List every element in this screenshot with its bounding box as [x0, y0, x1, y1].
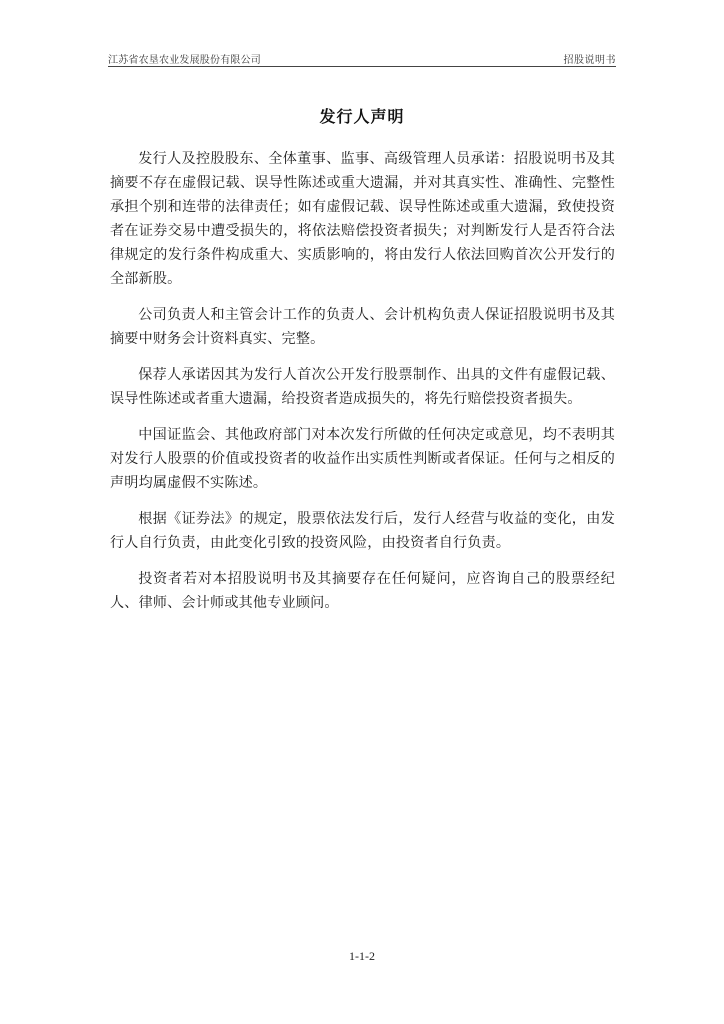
header-divider — [108, 66, 616, 67]
paragraph-financial-guarantee: 公司负责人和主管会计工作的负责人、会计机构负责人保证招股说明书及其摘要中财务会计资料真实、完整。 — [110, 307, 615, 347]
header-document-type: 招股说明书 — [563, 55, 616, 66]
paragraph-sponsor-commitment: 保荐人承诺因其为发行人首次公开发行股票制作、出具的文件有虚假记载、误导性陈述或者重大遗漏，给投资者造成损失的，将先行赔偿投资者损失。 — [110, 367, 615, 407]
page-title: 发行人声明 — [319, 107, 405, 126]
paragraph-issuer-commitment: 发行人及控股股东、全体董事、监事、高级管理人员承诺：招股说明书及其摘要不存在虚假记载、误导性陈述或重大遗漏，并对其真实性、准确性、完整性承担个别和连带的法律责任；如有虚假记载、误导性陈述或重大遗漏，致使投资者在证券交易中遭受损失的，将依法赔偿投资者损失；对判断发行人是否符合法律规定的发行条件构成重大、实质影响的，将由发行人依法回购首次公开发行的全部新股。 — [110, 151, 615, 287]
statement-body — [110, 147, 615, 627]
page-number: 1-1-2 — [349, 949, 375, 963]
paragraph-securities-law: 根据《证券法》的规定，股票依法发行后，发行人经营与收益的变化，由发行人自行负责，由此变化引致的投资风险，由投资者自行负责。 — [110, 511, 615, 551]
paragraph-csrc-disclaimer: 中国证监会、其他政府部门对本次发行所做的任何决定或意见，均不表明其对发行人股票的价值或投资者的收益作出实质性判断或者保证。任何与之相反的声明均属虚假不实陈述。 — [110, 427, 615, 491]
page-header — [108, 51, 616, 65]
paragraph-investor-advice: 投资者若对本招股说明书及其摘要存在任何疑问，应咨询自己的股票经纪人、律师、会计师或其他专业顾问。 — [110, 571, 615, 611]
header-company-name: 江苏省农垦农业发展股份有限公司 — [108, 55, 261, 66]
